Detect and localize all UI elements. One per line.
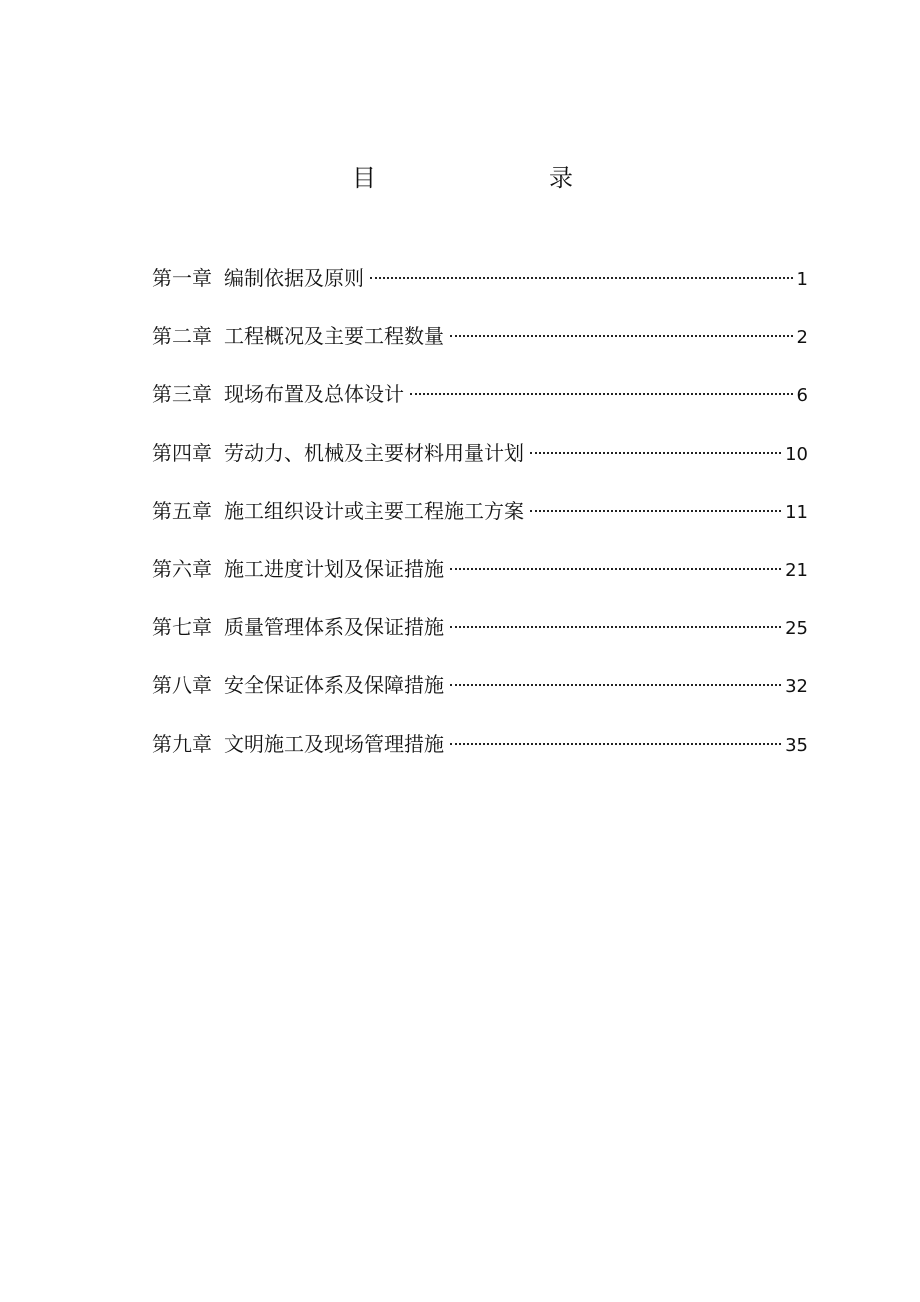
toc-page-number: 11 bbox=[785, 501, 808, 523]
toc-page-number: 1 bbox=[796, 269, 808, 290]
toc-dot-leader bbox=[370, 277, 793, 279]
toc-chapter-title: 编制依据及原则 bbox=[224, 266, 364, 290]
toc-dot-leader bbox=[450, 626, 781, 628]
toc-page-number: 21 bbox=[785, 559, 808, 581]
toc-dot-leader bbox=[530, 510, 781, 512]
toc-entry-1[interactable] bbox=[152, 262, 808, 320]
toc-page-number: 10 bbox=[785, 443, 808, 465]
toc-chapter-title: 施工进度计划及保证措施 bbox=[224, 556, 444, 581]
toc-chapter-number: 第一章 bbox=[152, 266, 212, 290]
toc-dot-leader bbox=[530, 452, 781, 454]
toc-chapter-number: 第二章 bbox=[152, 324, 212, 349]
toc-page-number: 35 bbox=[785, 734, 808, 756]
toc-entry-9[interactable] bbox=[152, 728, 808, 786]
toc-title bbox=[0, 160, 920, 196]
toc-chapter-title: 现场布置及总体设计 bbox=[224, 382, 404, 407]
toc-chapter-title: 工程概况及主要工程数量 bbox=[224, 324, 444, 349]
toc-page-number: 2 bbox=[796, 327, 808, 349]
toc-page-number: 6 bbox=[796, 385, 808, 407]
toc-entry-8[interactable] bbox=[152, 669, 808, 727]
toc-dot-leader bbox=[450, 568, 781, 570]
toc-chapter-title: 劳动力、机械及主要材料用量计划 bbox=[224, 440, 524, 465]
toc-dot-leader bbox=[450, 743, 781, 745]
toc-chapter-title: 施工组织设计或主要工程施工方案 bbox=[224, 498, 524, 523]
toc-entry-5[interactable] bbox=[152, 495, 808, 553]
toc-entry-3[interactable] bbox=[152, 378, 808, 436]
toc-chapter-number: 第三章 bbox=[152, 382, 212, 407]
toc-chapter-title: 质量管理体系及保证措施 bbox=[224, 615, 444, 640]
toc-dot-leader bbox=[450, 335, 793, 337]
toc-dot-leader bbox=[450, 684, 781, 686]
toc-list bbox=[152, 262, 808, 786]
toc-dot-leader bbox=[410, 393, 793, 395]
toc-page-number: 25 bbox=[785, 618, 808, 640]
toc-chapter-number: 第九章 bbox=[152, 731, 212, 756]
toc-entry-7[interactable] bbox=[152, 611, 808, 669]
toc-chapter-title: 文明施工及现场管理措施 bbox=[224, 731, 444, 756]
toc-page-number: 32 bbox=[785, 676, 808, 698]
toc-chapter-title: 安全保证体系及保障措施 bbox=[224, 673, 444, 698]
toc-entry-4[interactable] bbox=[152, 437, 808, 495]
toc-title-char-2: 录 bbox=[549, 164, 573, 192]
toc-chapter-number: 第八章 bbox=[152, 673, 212, 698]
toc-title-char-1: 目 bbox=[352, 164, 376, 192]
toc-chapter-number: 第五章 bbox=[152, 498, 212, 523]
toc-entry-2[interactable] bbox=[152, 320, 808, 378]
toc-chapter-number: 第四章 bbox=[152, 440, 212, 465]
toc-entry-6[interactable] bbox=[152, 553, 808, 611]
toc-chapter-number: 第七章 bbox=[152, 615, 212, 640]
toc-chapter-number: 第六章 bbox=[152, 556, 212, 581]
